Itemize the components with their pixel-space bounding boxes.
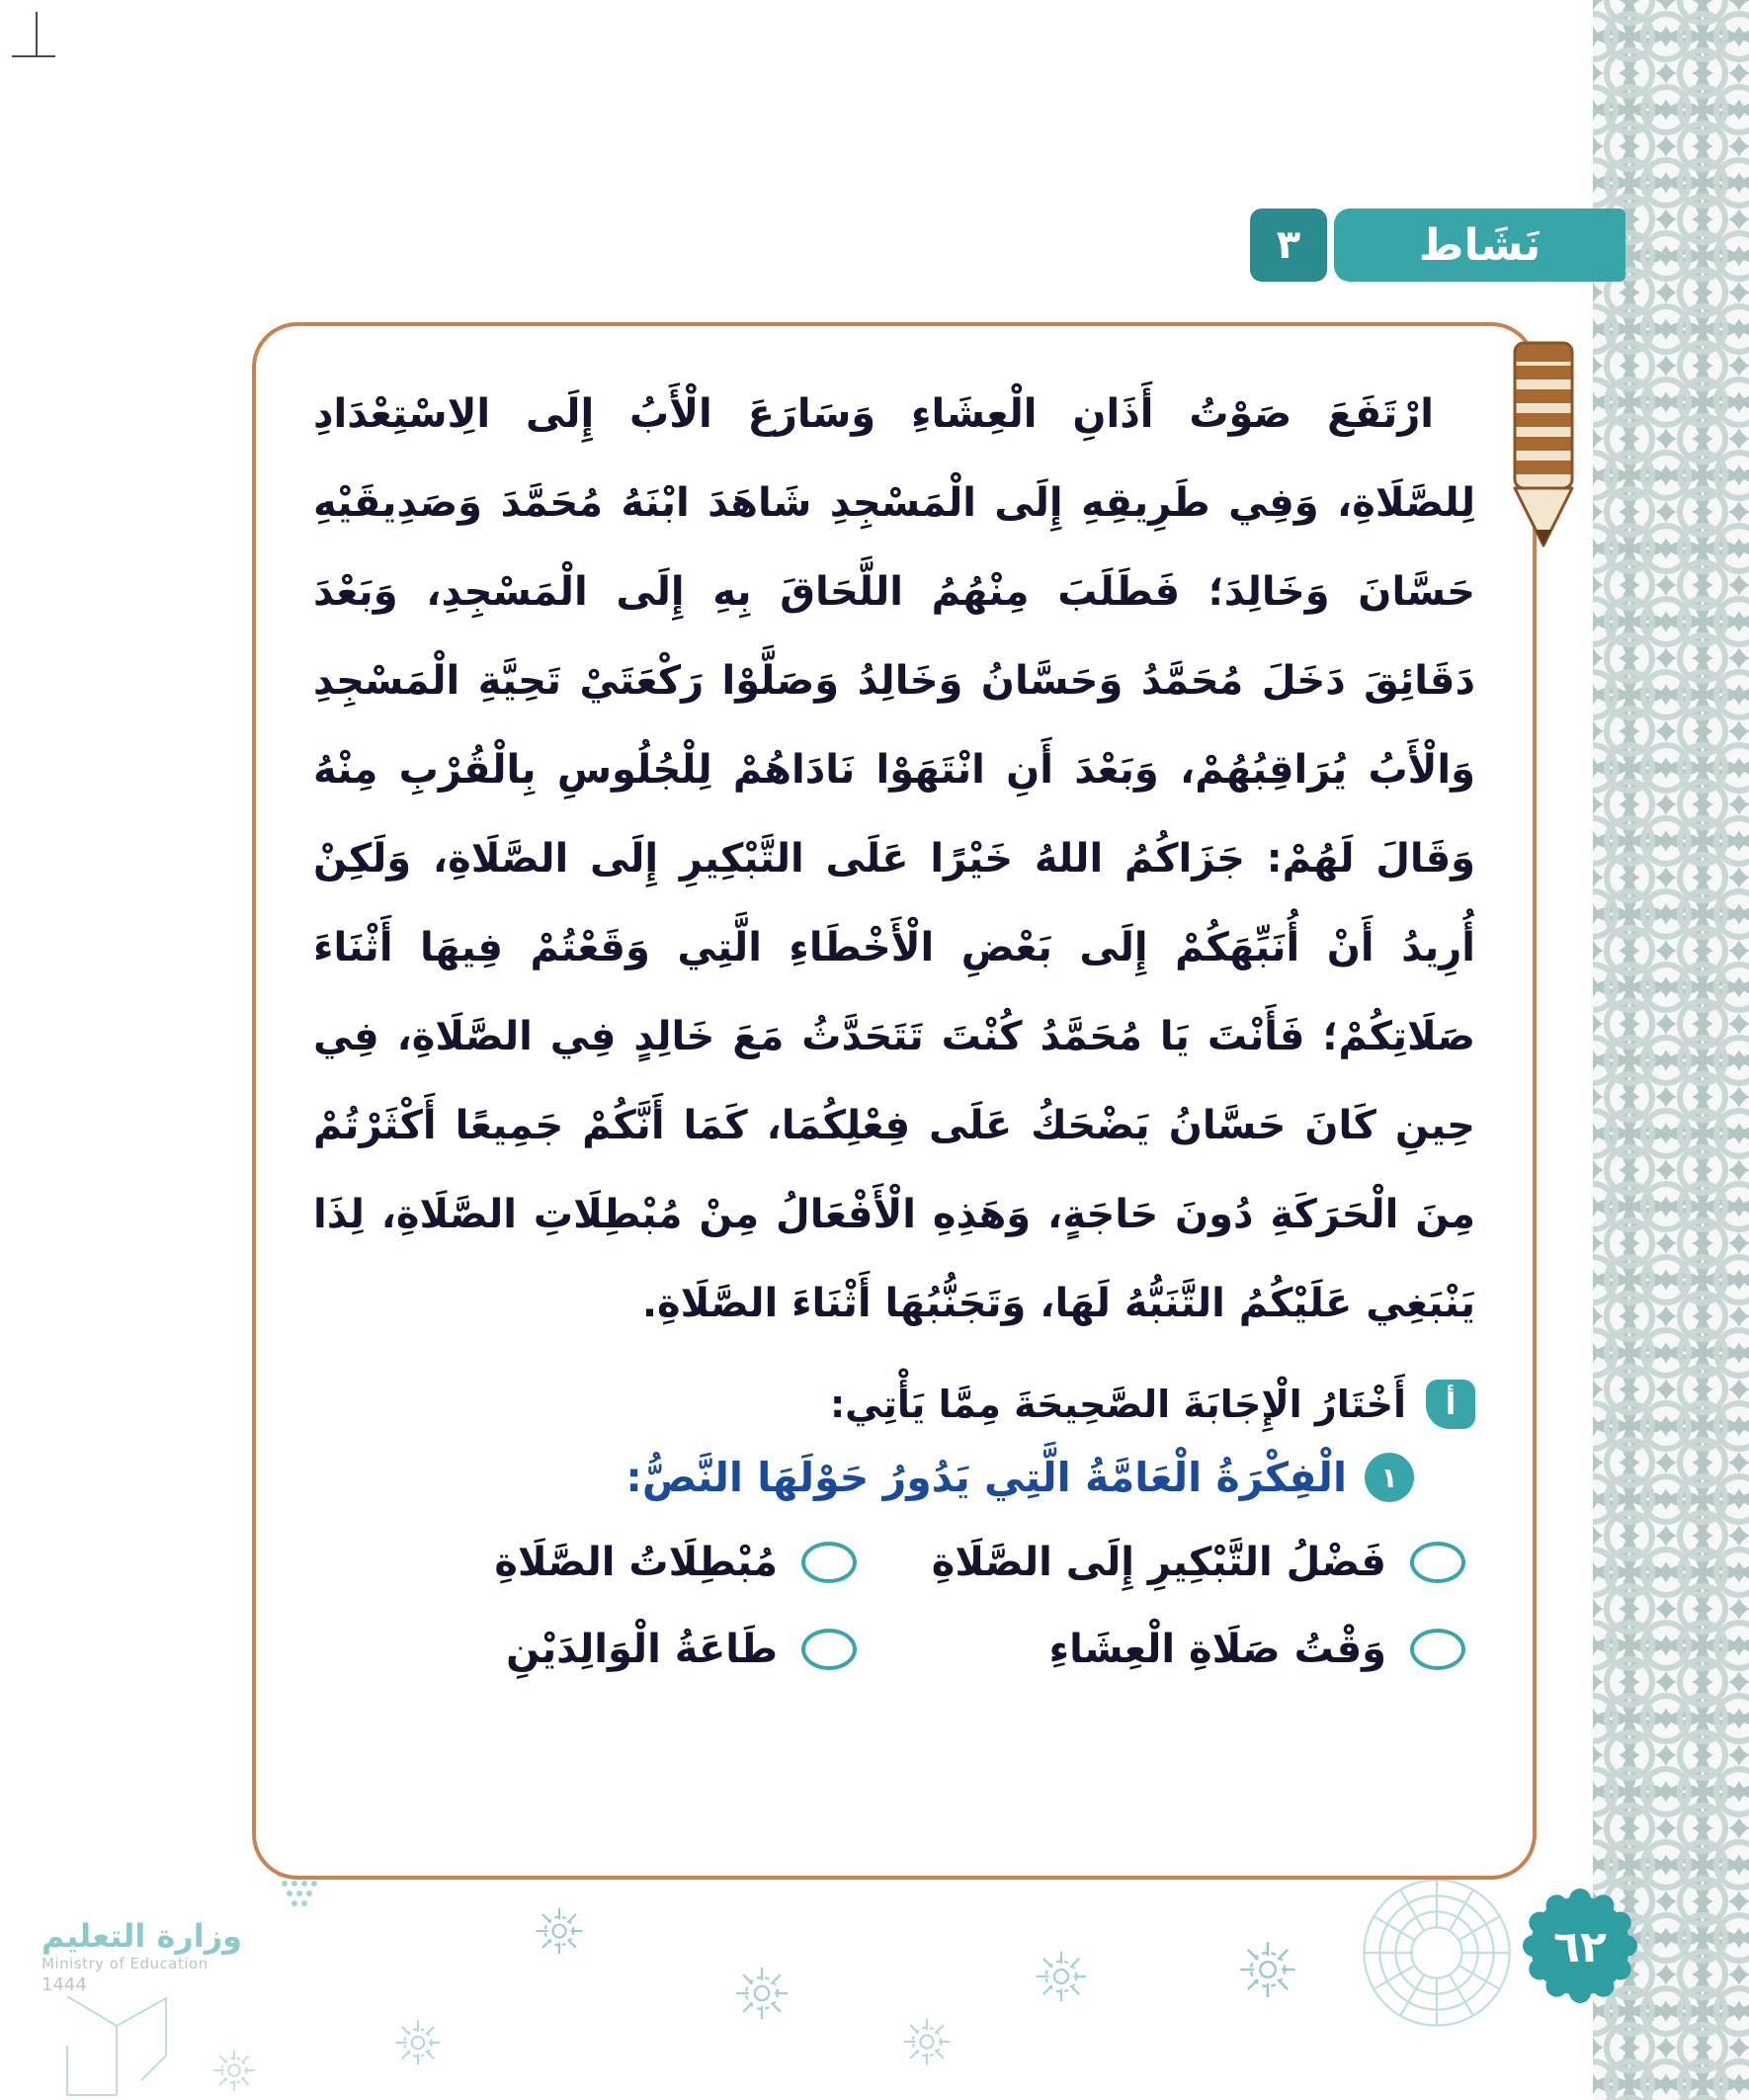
question-row — [313, 1453, 1475, 1502]
activity-header — [1250, 209, 1625, 282]
page-number-badge — [1520, 1886, 1640, 2006]
interlace-pattern-icon — [1593, 0, 1749, 2100]
emblem-outline-icon — [47, 1986, 215, 2100]
page-number: ٦٢ — [1553, 1922, 1607, 1973]
radio-option-2[interactable] — [801, 1542, 857, 1583]
ministry-name-en: Ministry of Education — [42, 1955, 208, 1973]
flower-motif-icon — [211, 2048, 257, 2093]
decorative-side-band — [1593, 0, 1749, 2100]
instruction-text: أَخْتَارُ الْإِجَابَةَ الصَّحِيحَةَ مِمَّا يَأْتِي: — [829, 1383, 1406, 1426]
option-label-1: فَضْلُ التَّبْكِيرِ إِلَى الصَّلَاةِ — [931, 1540, 1386, 1585]
flower-motif-icon — [393, 2018, 443, 2067]
question-number-badge: ١ — [1365, 1453, 1414, 1502]
story-text: ارْتَفَعَ صَوْتُ أَذَانِ الْعِشَاءِ وَسَارَعَ الْأَبُ إِلَى الِاسْتِعْدَادِ لِلصَّلَاةِ، وَفِي طَرِيقِهِ إِلَى الْمَسْجِدِ شَاهَدَ ابْنَهُ مُحَمَّدَ وَصَدِيقَيْهِ حَسَّانَ وَخَالِدَ؛ فَطَلَبَ مِنْهُمُ اللَّحَاقَ بِهِ إِلَى الْمَسْجِدِ، وَبَعْدَ دَقَائِقَ دَخَلَ مُحَمَّدُ وَحَسَّانُ وَخَالِدُ وَصَلَّوْا رَكْعَتَيْ تَحِيَّةِ الْمَسْجِدِ وَالْأَبُ يُرَاقِبُهُمْ، وَبَعْدَ أَنِ انْتَهَوْا نَادَاهُمْ لِلْجُلُوسِ بِالْقُرْبِ مِنْهُ وَقَالَ لَهُمْ: جَزَاكُمُ اللهُ خَيْرًا عَلَى التَّبْكِيرِ إِلَى الصَّلَاةِ، وَلَكِنْ أُرِيدُ أَنْ أُنَبِّهَكُمْ إِلَى بَعْضِ الْأَخْطَاءِ الَّتِي وَقَعْتُمْ فِيهَا أَثْنَاءَ صَلَاتِكُمْ؛ فَأَنْتَ يَا مُحَمَّدُ كُنْتَ تَتَحَدَّثُ مَعَ خَالِدٍ فِي الصَّلَاةِ، فِي حِينِ كَانَ حَسَّانُ يَضْحَكُ عَلَى فِعْلِكُمَا، كَمَا أَنَّكُمْ جَمِيعًا أَكْثَرْتُمْ مِنَ الْحَرَكَةِ دُونَ حَاجَةٍ، وَهَذِهِ الْأَفْعَالُ مِنْ مُبْطِلَاتِ الصَّلَاةِ، لِذَا يَنْبَغِي عَلَيْكُمُ التَّنَبُّهُ لَهَا، وَتَجَنُّبُهَا أَثْنَاءَ الصَّلَاةِ. — [313, 391, 1475, 1326]
crop-mark-horizontal — [12, 55, 55, 57]
radio-option-3[interactable] — [1410, 1629, 1465, 1670]
activity-label-pill — [1334, 209, 1625, 282]
pencil-icon — [1508, 340, 1579, 551]
story-panel — [252, 322, 1537, 1880]
crop-mark-vertical — [36, 12, 38, 55]
activity-label: نَشَاط — [1418, 219, 1541, 271]
ministry-name-ar: وزارة التعليم — [42, 1917, 243, 1955]
flower-motif-icon — [733, 1965, 791, 2022]
instruction-row — [313, 1380, 1475, 1429]
flower-motif-icon — [1237, 1939, 1298, 2000]
activity-number-badge — [1250, 209, 1327, 282]
option-label-2: مُبْطِلَاتُ الصَّلَاةِ — [494, 1540, 778, 1585]
activity-number: ٣ — [1276, 222, 1301, 268]
flower-motif-icon — [1034, 1949, 1089, 2004]
option-isha-time — [857, 1627, 1465, 1672]
option-label-4: طَاعَةُ الْوَالِدَيْنِ — [506, 1627, 778, 1672]
radio-option-4[interactable] — [801, 1629, 857, 1670]
flower-motif-icon — [534, 1905, 585, 1957]
question-text: الْفِكْرَةُ الْعَامَّةُ الَّتِي يَدُورُ حَوْلَهَا النَّصُّ: — [625, 1454, 1347, 1501]
flower-motif-icon — [901, 2016, 953, 2067]
option-early-prayer — [857, 1540, 1465, 1585]
ministry-year: 1444 — [42, 1974, 87, 1995]
option-prayer-invalidators — [313, 1540, 857, 1585]
part-a-badge: أ — [1426, 1380, 1475, 1429]
radio-option-1[interactable] — [1410, 1542, 1465, 1583]
option-label-3: وَقْتُ صَلَاةِ الْعِشَاءِ — [1048, 1627, 1386, 1672]
mandala-icon — [1358, 1874, 1516, 2032]
option-obeying-parents — [313, 1627, 857, 1672]
options-grid — [313, 1540, 1475, 1672]
